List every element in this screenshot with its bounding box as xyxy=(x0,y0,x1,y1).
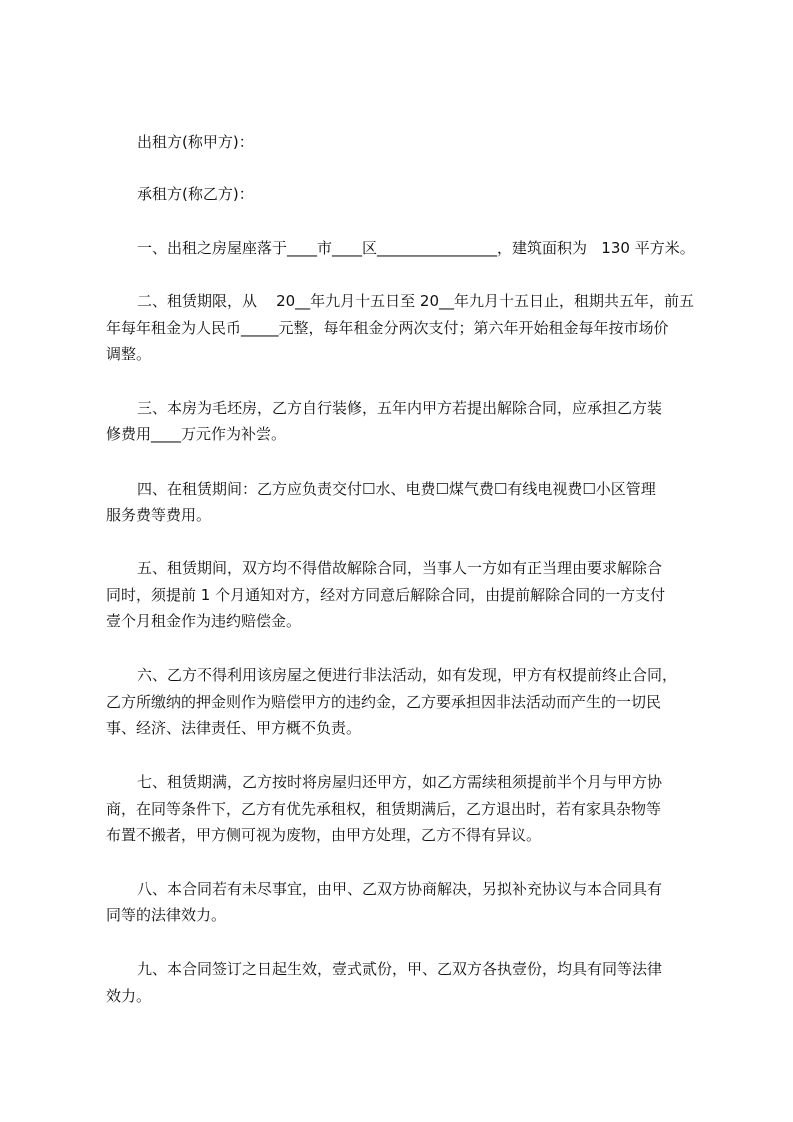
clause-line: 乙方所缴纳的押金则作为赔偿甲方的违约金，乙方要承担因非法活动而产生的一切民 xyxy=(106,693,662,711)
clause-line: 同等的法律效力。 xyxy=(106,906,227,924)
clause-line: 布置不搬者，甲方侧可视为废物，由甲方处理，乙方不得有异议。 xyxy=(106,826,542,844)
clause-line: 九、本合同签订之日起生效，壹式贰份，甲、乙双方各执壹份，均具有同等法律 xyxy=(137,960,663,978)
lessor-line: 出租方(称甲方)： xyxy=(137,133,254,151)
clause-line: 效力。 xyxy=(106,987,152,1005)
clause-line: 六、乙方不得利用该房屋之便进行非法活动，如有发现，甲方有权提前终止合同， xyxy=(137,666,678,684)
clause-line: 八、本合同若有未尽事宜，由甲、乙双方协商解决，另拟补充协议与本合同具有 xyxy=(137,880,663,898)
clause-line: 商，在同等条件下，乙方有优先承租权，租赁期满后，乙方退出时，若有家具杂物等 xyxy=(106,800,662,818)
clause-line: 服务费等费用。 xyxy=(106,506,212,524)
lessee-line: 承租方(称乙方)： xyxy=(137,185,254,203)
clause-line: 年每年租金为人民币_____元整，每年租金分两次支付；第六年开始租金每年按市场价 xyxy=(106,319,669,337)
clause-line: 同时，须提前 1 个月通知对方，经对方同意后解除合同，由提前解除合同的一方支付 xyxy=(106,586,666,604)
clause-line: 四、在租赁期间：乙方应负责交付☐水、电费☐煤气费☐有线电视费☐小区管理 xyxy=(137,480,656,498)
clause-line: 一、出租之房屋座落于____市____区________________，建筑面积为 130 平方米。 xyxy=(137,239,695,257)
clause-line: 三、本房为毛坯房，乙方自行装修，五年内甲方若提出解除合同，应承担乙方装 xyxy=(137,399,663,417)
clause-line: 事、经济、法律责任、甲方概不负责。 xyxy=(106,719,362,737)
clause-line: 二、租赁期限，从 20__年九月十五日至 20__年九月十五日止，租期共五年，前五 xyxy=(137,292,695,310)
clause-line: 七、租赁期满，乙方按时将房屋归还甲方，如乙方需续租须提前半个月与甲方协 xyxy=(137,773,663,791)
clause-line: 五、租赁期间，双方均不得借故解除合同，当事人一方如有正当理由要求解除合 xyxy=(137,559,663,577)
clause-line: 壹个月租金作为违约赔偿金。 xyxy=(106,612,302,630)
clause-line: 修费用____万元作为补尝。 xyxy=(106,425,287,443)
clause-line: 调整。 xyxy=(106,345,152,363)
